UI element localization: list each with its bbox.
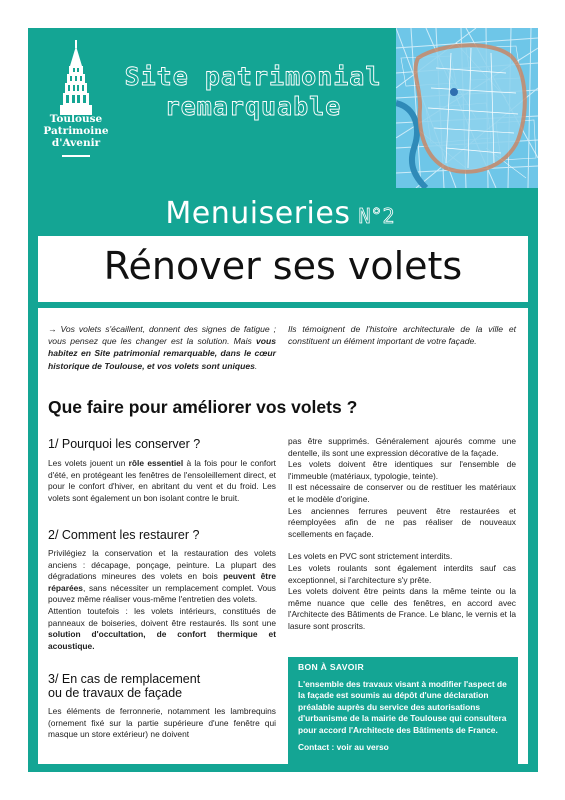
s2-p2-a: Attention toutefois : les volets intérieurs, constitués de panneaux de boiseries, doivent être restaurés. Ils sont une	[48, 605, 276, 628]
issue-number: N°2	[358, 204, 395, 228]
s2-p1-c: , sans nécessiter un remplacement complet. Vous pouvez même réaliser vous-même l'entretien des volets.	[48, 582, 276, 605]
s2-p2-bold: solution d'occultation, de confort thermique et acoustique.	[48, 629, 276, 651]
section-2-title: 2/ Comment les restaurer ?	[48, 528, 200, 542]
right-para-1: pas être supprimés. Généralement ajourés comme une dentelle, ils sont une expression décorative de la façade.	[288, 436, 516, 458]
s1-text-bold: rôle essentiel	[128, 458, 184, 468]
right-para-7: Les volets doivent être peints dans la même teinte ou la même nuance que celle des fenêtres, en accord avec l'Architecte des Bâtiments de France. Le blanc, le vernis et la lasure sont proscrits.	[288, 586, 516, 631]
right-para-2: Les volets doivent être identiques sur l'ensemble de l'immeuble (matériaux, typologie, teinte).	[288, 459, 516, 481]
page-title: Rénover ses volets	[103, 244, 463, 288]
city-map-icon	[396, 28, 538, 188]
site-title-line-2: remarquable	[164, 92, 342, 121]
intro-left	[48, 323, 276, 372]
category-label: Menuiseries	[165, 196, 351, 231]
info-box-title: BON À SAVOIR	[298, 662, 364, 672]
info-box-text: L'ensemble des travaux visant à modifier l'aspect de la façade est soumis au dépôt d'une déclaration préalable auprès du service des autorisations d'urbanisme de la mairie de Toulouse qui consultera pour accord l'Architecte des Bâtiments de France.	[298, 679, 507, 735]
logo-line-2: Patrimoine	[43, 125, 109, 137]
info-box	[288, 657, 518, 771]
s2-paragraph-1	[48, 548, 276, 606]
s2-p1-bold: peuvent être réparées	[48, 571, 276, 593]
info-box-contact: Contact : voir au verso	[298, 742, 389, 753]
section-3-title	[48, 672, 278, 700]
s1-text-c: à la fois pour le confort d'été, en protégeant les fenêtres de l'ensoleillement direct, et pour le confort d'hiver, en abritant du vent et du froid. Les volets sont également un bon isolant contre le bruit.	[48, 458, 276, 503]
s2-paragraph-2	[48, 606, 276, 652]
right-para-4: Les anciennes ferrures peuvent être restaurées et réemployées afin de ne pas réaliser de nouveaux scellements en façade.	[288, 505, 516, 539]
right-para-5: Les volets en PVC sont strictement interdits.	[288, 551, 453, 562]
right-column	[288, 436, 516, 633]
intro-text-a: → Vos volets s'écaillent, donnent des signes de fatigue ; vous pensez que les changer est la solution. Mais	[48, 324, 276, 347]
right-para-3: Il est nécessaire de conserver ou de restituer les matériaux et le modèle d'origine.	[288, 482, 516, 504]
section-3-title-line-2: ou de travaux de façade	[48, 686, 183, 700]
s2-p1-a: Privilégiez la conservation et la restauration des volets anciens : décapage, ponçage, peinture. La plupart des dégradations mineures des volets en bois	[48, 548, 276, 582]
logo-wordmark	[40, 113, 112, 149]
intro-text-end: .	[254, 360, 258, 371]
site-title	[118, 62, 388, 122]
headline-box	[38, 236, 528, 302]
right-para-6: Les volets roulants sont également interdits sauf cas exceptionnel, si l'architecture s'y prête.	[288, 562, 516, 585]
intro-right: Ils témoignent de l'histoire architecturale de la ville et constituent un élément important de votre façade.	[288, 324, 516, 347]
category-heading	[100, 196, 460, 231]
logo-underline	[62, 155, 90, 157]
s1-text-a: Les volets jouent un	[48, 458, 129, 468]
section-3-text: Les éléments de ferronnerie, notamment les lambrequins (ornement fixé sur la partie supérieure d'une fenêtre qui masque un store extérieur) ne doivent	[48, 706, 276, 740]
intro-text-bold: vous habitez en Site patrimonial remarquable, dans le cœur historique de Toulouse, et vos volets sont uniques	[48, 336, 276, 371]
section-1-text	[48, 458, 276, 504]
section-3-title-line-1: 3/ En cas de remplacement	[48, 672, 201, 686]
section-1-title: 1/ Pourquoi les conserver ?	[48, 437, 201, 451]
main-question: Que faire pour améliorer vos volets ?	[48, 397, 358, 417]
frame-left	[28, 28, 38, 770]
logo-line-3: d'Avenir	[51, 137, 101, 149]
section-2-text	[48, 548, 276, 652]
logo-line-1: Toulouse	[49, 113, 103, 125]
site-title-line-1: Site patrimonial	[124, 62, 382, 91]
